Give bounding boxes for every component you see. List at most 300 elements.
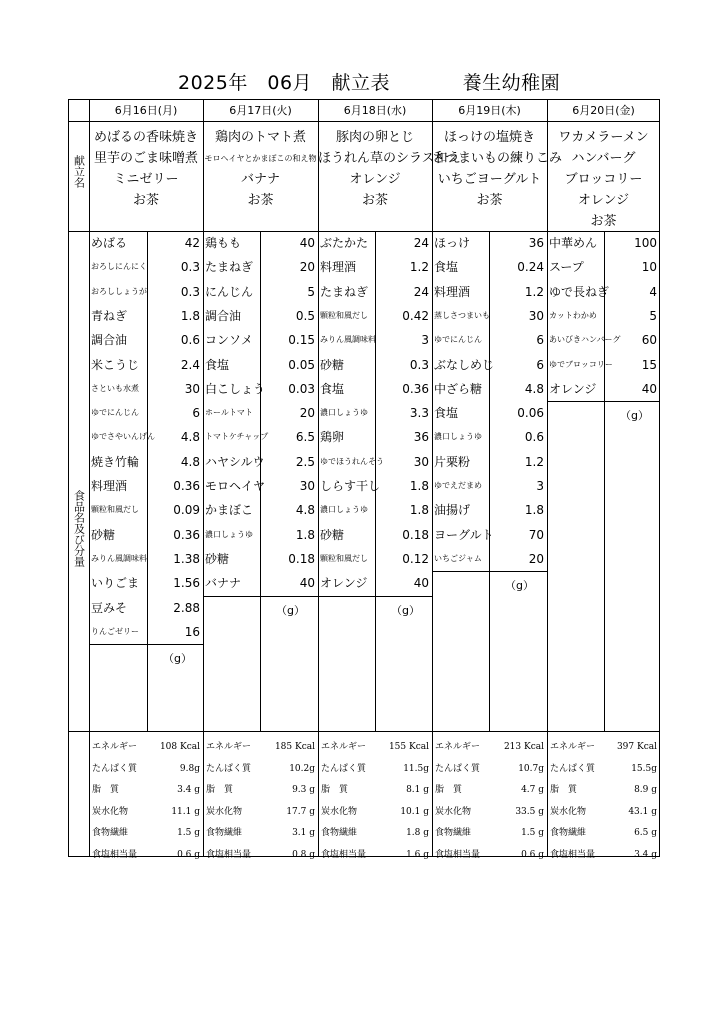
ingredient-qty: 0.3: [180, 284, 200, 299]
nutrition-row: [318, 823, 432, 844]
ingredient-qty: 15: [641, 357, 657, 372]
ingredient-qty: 2.88: [173, 600, 200, 615]
nutrition-row: [547, 759, 660, 780]
ingredient-qty: 4.8: [524, 381, 544, 396]
nutrition-row: [203, 737, 318, 758]
ingredient-name: 顆粒和風だし: [320, 553, 368, 563]
nutrition-row: [203, 780, 318, 801]
ingredient-row: [547, 377, 660, 401]
nutrition-label: 脂 質: [92, 785, 120, 795]
unit-label: （g）: [505, 579, 534, 593]
menu-table: [68, 99, 660, 860]
ingredient-qty: 1.2: [524, 454, 544, 469]
ingredient-row: [432, 353, 547, 377]
ingredient-qty: 2.5: [295, 454, 315, 469]
ingredient-row: [547, 280, 660, 304]
ingredient-qty: 4.8: [180, 454, 200, 469]
menu-title: 2025年 06月 献立表: [178, 72, 391, 94]
ingredient-name: 中ざら糖: [434, 381, 483, 396]
nutrition-row: [432, 737, 547, 758]
ingredient-row: [89, 328, 203, 352]
nutrition-row: [89, 737, 203, 758]
ingredient-qty: 4.8: [295, 503, 315, 518]
ingredient-row: [547, 304, 660, 328]
ingredient-row: [89, 353, 203, 377]
ingredient-name: 米こうじ: [91, 357, 140, 372]
nutrition-label: 食塩相当量: [206, 849, 252, 860]
nutrition-label: エネルギー: [550, 742, 596, 752]
ingredient-qty: 20: [299, 260, 315, 275]
ingredient-row: [203, 377, 318, 401]
nutrition-value: 9.3 g: [292, 785, 315, 795]
ingredient-name: 濃口しょうゆ: [434, 432, 482, 442]
ingredient-qty: 42: [184, 236, 200, 250]
nutrition-value: 185 Kcal: [274, 742, 315, 752]
page-title: [178, 68, 560, 95]
ingredient-row: [432, 474, 547, 498]
ingredient-row: [547, 353, 660, 377]
nutrition-row: [547, 845, 660, 866]
ingredient-qty: 1.8: [409, 503, 429, 518]
menu-item: 里芋のごま味噌煮: [93, 151, 198, 166]
ingredient-qty: 36: [413, 430, 429, 445]
nutrition-label: たんぱく質: [321, 763, 367, 774]
menu-item: さつまいもの練りこみ: [432, 151, 563, 166]
ingredient-qty: 1.38: [173, 551, 200, 566]
ingredient-qty: 6.5: [295, 430, 315, 445]
menu-item: モロヘイヤとかまぼこの和え物: [204, 154, 317, 163]
ingredient-qty: 40: [299, 236, 315, 250]
ingredient-row: [318, 425, 432, 449]
nutrition-value: 1.5 g: [521, 828, 544, 838]
nutrition-value: 8.9 g: [634, 785, 657, 795]
ingredient-name: 焼き竹輪: [91, 454, 140, 469]
nutrition-value: 17.7 g: [286, 806, 315, 817]
ingredient-row: [318, 353, 432, 377]
ingredient-name: 白こしょう: [205, 381, 266, 396]
ingredient-row: [203, 353, 318, 377]
ingredient-name: ほっけ: [434, 236, 471, 250]
nutrition-value: 6.5 g: [634, 828, 657, 838]
ingredient-qty: 24: [413, 236, 429, 250]
ingredient-row: [432, 231, 547, 255]
nutrition-value: 155 Kcal: [388, 742, 429, 752]
nutrition-label: エネルギー: [435, 742, 481, 752]
ingredient-row: [432, 425, 547, 449]
ingredient-name: コンソメ: [205, 333, 253, 348]
nutrition-label: 脂 質: [435, 785, 463, 795]
nutrition-value: 43.1 g: [628, 806, 657, 817]
ingredient-name: りんごゼリー: [91, 626, 139, 636]
nutrition-row: [318, 780, 432, 801]
ingredient-name: おろしにんにく: [91, 262, 147, 272]
ingredient-qty: 10: [641, 260, 657, 275]
nutrition-value: 1.8 g: [406, 828, 429, 838]
day-menu: [318, 127, 461, 211]
menu-item: ほっけの塩焼き: [443, 130, 535, 145]
ingredient-row: [89, 523, 203, 547]
ingredient-qty: 0.03: [288, 381, 315, 396]
ingredient-qty: 0.09: [173, 503, 200, 518]
ingredient-qty: 5: [307, 284, 315, 299]
ingredient-list: [318, 231, 432, 731]
menu-item: ミニゼリー: [113, 172, 179, 187]
ingredient-name: ぶたかた: [320, 236, 369, 250]
ingredient-row: [89, 377, 203, 401]
ingredient-qty: 60: [641, 333, 657, 348]
day-menu: [432, 127, 563, 211]
ingredient-name: バナナ: [205, 576, 242, 591]
ingredient-name: ゆでブロッコリー: [549, 359, 613, 369]
nutrition-label: 食物繊維: [92, 828, 129, 838]
nutrition-value: 3.4 g: [177, 785, 200, 795]
ingredient-name: 食塩: [320, 381, 345, 396]
ingredient-qty: 0.36: [402, 381, 429, 396]
unit-label: （g）: [391, 603, 420, 617]
ingredient-name: 濃口しょうゆ: [320, 505, 368, 515]
nutrition-label: たんぱく質: [550, 763, 596, 774]
ingredient-row: [432, 328, 547, 352]
ingredient-row: [203, 280, 318, 304]
ingredient-name: ハヤシルウ: [205, 454, 265, 469]
ingredient-row: [203, 328, 318, 352]
menu-item: バナナ: [240, 172, 280, 187]
ingredient-name: ゆでにんじん: [91, 408, 139, 418]
ingredient-row: [547, 231, 660, 255]
nutrition-row: [203, 845, 318, 866]
nutrition-row: [547, 737, 660, 758]
ingredient-name: 青ねぎ: [91, 308, 128, 323]
menu-item: ワカメラーメン: [558, 130, 649, 145]
ingredient-name: みりん風調味料: [320, 335, 376, 345]
ingredient-qty: 20: [528, 551, 544, 566]
ingredient-name: 料理酒: [91, 479, 128, 493]
ingredient-name: ゆでにんじん: [434, 335, 482, 345]
ingredient-row: [318, 255, 432, 279]
nutrition-row: [89, 845, 203, 866]
ingredient-qty: 3.3: [409, 406, 429, 421]
ingredient-name: スープ: [549, 260, 584, 275]
ingredient-name: ゆで長ねぎ: [549, 284, 610, 299]
ingredient-row: [89, 231, 203, 255]
ingredient-name: 砂糖: [91, 527, 116, 542]
ingredient-row: [89, 474, 203, 498]
nutrition-label: 炭水化物: [206, 806, 243, 817]
menu-item: 豚肉の卵とじ: [335, 130, 414, 145]
unit-label: （g）: [276, 603, 305, 617]
ingredient-row: [318, 450, 432, 474]
ingredient-qty: 1.2: [409, 260, 429, 275]
nutrition-row: [89, 823, 203, 844]
ingredient-qty: 3: [536, 479, 544, 493]
nutrition-value: 108 Kcal: [159, 742, 200, 752]
nutrition-label: 炭水化物: [435, 806, 472, 817]
ingredient-qty: 0.3: [180, 260, 200, 275]
ingredient-qty: 30: [528, 308, 544, 323]
ingredient-qty: 0.6: [180, 333, 200, 348]
nutrition-value: 11.1 g: [171, 806, 200, 817]
nutrition-row: [203, 759, 318, 780]
nutrition-row: [203, 823, 318, 844]
ingredient-row: [89, 280, 203, 304]
ingredient-name: ゆでほうれんそう: [320, 456, 384, 466]
ingredient-name: オレンジ: [549, 381, 597, 396]
unit-label: （g）: [620, 409, 649, 423]
ingredient-name: 料理酒: [434, 284, 471, 299]
nutrition-row: [432, 759, 547, 780]
ingredient-qty: 0.36: [173, 527, 200, 542]
nutrition-row: [318, 802, 432, 823]
list-end-rule: [203, 596, 318, 597]
nutrition-row: [547, 823, 660, 844]
menu-item: いちごヨーグルト: [437, 172, 542, 187]
ingredient-row: [432, 304, 547, 328]
ingredient-row: [89, 571, 203, 595]
nutrition-value: 10.2g: [289, 763, 315, 774]
ingredient-qty: 5: [649, 308, 657, 323]
ingredient-qty: 0.12: [402, 551, 429, 566]
nutrition-label: たんぱく質: [206, 763, 252, 774]
ingredient-name: ぶなしめじ: [434, 357, 495, 372]
nutrition-value: 8.1 g: [406, 785, 429, 795]
ingredient-qty: 1.8: [524, 503, 544, 518]
nutrition-label: 食物繊維: [435, 828, 472, 838]
ingredient-name: あいびきハンバーグ: [549, 335, 621, 345]
ingredient-name: 蒸しさつまいも: [434, 310, 490, 320]
ingredient-name: 中華めん: [549, 236, 598, 250]
ingredient-row: [432, 280, 547, 304]
nutrition-label: 脂 質: [550, 785, 578, 795]
ingredient-qty: 0.42: [402, 308, 429, 323]
ingredient-row: [432, 450, 547, 474]
ingredient-qty: 2.4: [180, 357, 200, 372]
menu-item: ハンバーグ: [571, 151, 636, 166]
ingredient-name: 調合油: [91, 333, 128, 348]
ingredient-name: ゆでさやいんげん: [91, 432, 155, 442]
ingredient-qty: 0.6: [524, 430, 544, 445]
ingredient-name: 油揚げ: [434, 503, 471, 518]
ingredient-qty: 100: [634, 236, 657, 250]
nutrition-value: 397 Kcal: [616, 742, 657, 752]
ingredient-qty: 6: [536, 333, 544, 348]
ingredient-qty: 30: [184, 381, 200, 396]
ingredient-qty: 0.06: [517, 406, 544, 421]
ingredient-row: [89, 425, 203, 449]
nutrition-row: [432, 802, 547, 823]
menu-item: めばるの香味焼き: [93, 130, 198, 145]
ingredient-name: 調合油: [205, 308, 242, 323]
ingredient-name: にんじん: [205, 284, 254, 299]
nutrition-value: 10.7g: [518, 763, 544, 774]
ingredient-row: [432, 401, 547, 425]
nutrition-row: [432, 845, 547, 866]
nutrition-label: 炭水化物: [550, 806, 587, 817]
day-date: 6月18日(水): [343, 104, 407, 117]
ingredient-qty: 4: [649, 284, 657, 299]
nutrition-value: 33.5 g: [515, 806, 544, 817]
nutrition-label: 食物繊維: [206, 828, 243, 838]
ingredients-section-text: 食品名及び分量: [72, 490, 86, 567]
nutrition-value: 15.5g: [631, 763, 657, 774]
ingredient-list: [89, 231, 203, 731]
nutrition-label: 食物繊維: [550, 828, 587, 838]
ingredient-qty: 0.3: [409, 357, 429, 372]
day-date: 6月19日(木): [458, 104, 521, 117]
ingredient-row: [203, 304, 318, 328]
ingredient-name: 砂糖: [205, 551, 230, 566]
ingredient-name: 鶏もも: [205, 236, 242, 250]
ingredient-name: 鶏卵: [320, 430, 345, 445]
ingredient-qty: 1.8: [295, 527, 315, 542]
ingredient-row: [432, 255, 547, 279]
ingredient-row: [318, 498, 432, 522]
ingredient-row: [318, 231, 432, 255]
ingredient-row: [89, 401, 203, 425]
nutrition-value: 1.5 g: [177, 828, 200, 838]
ingredient-name: たまねぎ: [320, 284, 369, 299]
ingredient-name: めばる: [91, 236, 128, 250]
ingredient-list: [547, 231, 660, 731]
menu-item: ブロッコリー: [564, 172, 643, 187]
ingredient-row: [318, 280, 432, 304]
nutrition-value: 0.6 g: [521, 849, 544, 860]
ingredient-row: [89, 255, 203, 279]
nutrition-label: エネルギー: [206, 742, 252, 752]
nutrition-value: 213 Kcal: [503, 742, 544, 752]
ingredient-qty: 6: [192, 406, 200, 421]
ingredient-qty: 30: [299, 479, 315, 493]
ingredient-name: ヨーグルト: [434, 527, 494, 542]
nutrition-row: [432, 823, 547, 844]
ingredient-name: 料理酒: [320, 260, 357, 275]
ingredient-row: [89, 498, 203, 522]
ingredient-name: 片栗粉: [434, 454, 471, 469]
ingredient-row: [547, 255, 660, 279]
nutrition-row: [318, 845, 432, 866]
ingredient-name: かまぼこ: [205, 503, 254, 518]
nutrition-label: 食物繊維: [321, 828, 358, 838]
ingredient-name: 濃口しょうゆ: [320, 408, 368, 418]
ingredient-qty: 30: [413, 454, 429, 469]
ingredient-name: いりごま: [91, 576, 140, 591]
ingredient-qty: 1.8: [409, 479, 429, 493]
nutrition-label: たんぱく質: [92, 763, 138, 774]
list-end-rule: [432, 571, 547, 572]
unit-label: （g）: [163, 652, 192, 666]
nutrition-row: [89, 759, 203, 780]
ingredient-qty: 40: [299, 576, 315, 591]
ingredient-qty: 1.2: [524, 284, 544, 299]
ingredient-name: トマトケチャップ: [205, 432, 269, 442]
list-end-rule: [318, 596, 432, 597]
ingredient-qty: 0.15: [288, 333, 315, 348]
nutrition-row: [547, 802, 660, 823]
ingredient-name: おろししょうが: [91, 286, 147, 296]
ingredient-row: [203, 450, 318, 474]
menu-item: お茶: [590, 214, 617, 229]
ingredient-qty: 20: [299, 406, 315, 421]
ingredient-qty: 70: [528, 527, 544, 542]
ingredient-row: [203, 474, 318, 498]
ingredient-list: [432, 231, 547, 731]
ingredient-name: 食塩: [205, 357, 230, 372]
nutrition-row: [89, 802, 203, 823]
ingredient-row: [547, 328, 660, 352]
ingredient-row: [318, 328, 432, 352]
ingredient-name: 食塩: [434, 260, 459, 275]
nutrition-value: 4.7 g: [521, 785, 544, 795]
ingredient-qty: 0.18: [288, 551, 315, 566]
day-date: 6月16日(月): [114, 104, 178, 117]
ingredient-name: ホールトマト: [205, 408, 253, 418]
nutrition-row: [547, 780, 660, 801]
ingredient-name: しらす干し: [320, 479, 381, 493]
ingredient-row: [432, 547, 547, 571]
menu-item: お茶: [361, 193, 388, 208]
ingredient-row: [318, 474, 432, 498]
menu-section-text: 献立名: [72, 155, 86, 188]
nutrition-value: 9.8g: [179, 763, 200, 774]
nutrition-label: 食塩相当量: [92, 849, 138, 860]
nutrition-value: 0.6 g: [177, 849, 200, 860]
ingredient-name: 食塩: [434, 406, 459, 421]
ingredient-row: [203, 255, 318, 279]
ingredient-name: 顆粒和風だし: [320, 310, 368, 320]
list-end-rule: [547, 401, 660, 402]
ingredient-row: [318, 523, 432, 547]
ingredient-name: 豆みそ: [91, 600, 128, 615]
ingredient-row: [89, 304, 203, 328]
ingredient-row: [318, 401, 432, 425]
ingredient-qty: 0.24: [517, 260, 544, 275]
day-menu: [203, 127, 318, 211]
ingredient-row: [318, 571, 432, 595]
menu-item: お茶: [476, 193, 503, 208]
ingredient-row: [203, 571, 318, 595]
ingredient-qty: 16: [184, 624, 200, 639]
nutrition-label: 脂 質: [321, 785, 349, 795]
ingredient-row: [203, 498, 318, 522]
ingredient-qty: 0.18: [402, 527, 429, 542]
nutrition-value: 10.1 g: [400, 806, 429, 817]
ingredient-name: オレンジ: [320, 576, 368, 591]
ingredient-row: [318, 377, 432, 401]
menu-item: 鶏肉のトマト煮: [214, 130, 306, 145]
ingredient-row: [203, 231, 318, 255]
menu-item: ほうれん草のシラス和え: [318, 151, 461, 166]
ingredient-name: カットわかめ: [549, 310, 597, 320]
ingredient-qty: 36: [528, 236, 544, 250]
ingredient-row: [432, 377, 547, 401]
day-menu: [89, 127, 203, 211]
nutrition-value: 11.5g: [403, 763, 429, 774]
ingredient-list: [203, 231, 318, 731]
ingredient-qty: 1.56: [173, 576, 200, 591]
nutrition-label: 食塩相当量: [435, 849, 481, 860]
ingredient-row: [203, 547, 318, 571]
ingredient-qty: 40: [641, 381, 657, 396]
menu-item: お茶: [247, 193, 274, 208]
ingredient-name: たまねぎ: [205, 260, 254, 275]
nutrition-value: 1.6 g: [406, 849, 429, 860]
ingredient-row: [203, 425, 318, 449]
day-date: 6月20日(金): [572, 104, 635, 117]
nutrition-label: 炭水化物: [321, 806, 358, 817]
ingredient-row: [89, 450, 203, 474]
ingredient-qty: 0.5: [295, 308, 315, 323]
nutrition-label: 食塩相当量: [321, 849, 367, 860]
nutrition-label: 炭水化物: [92, 806, 129, 817]
